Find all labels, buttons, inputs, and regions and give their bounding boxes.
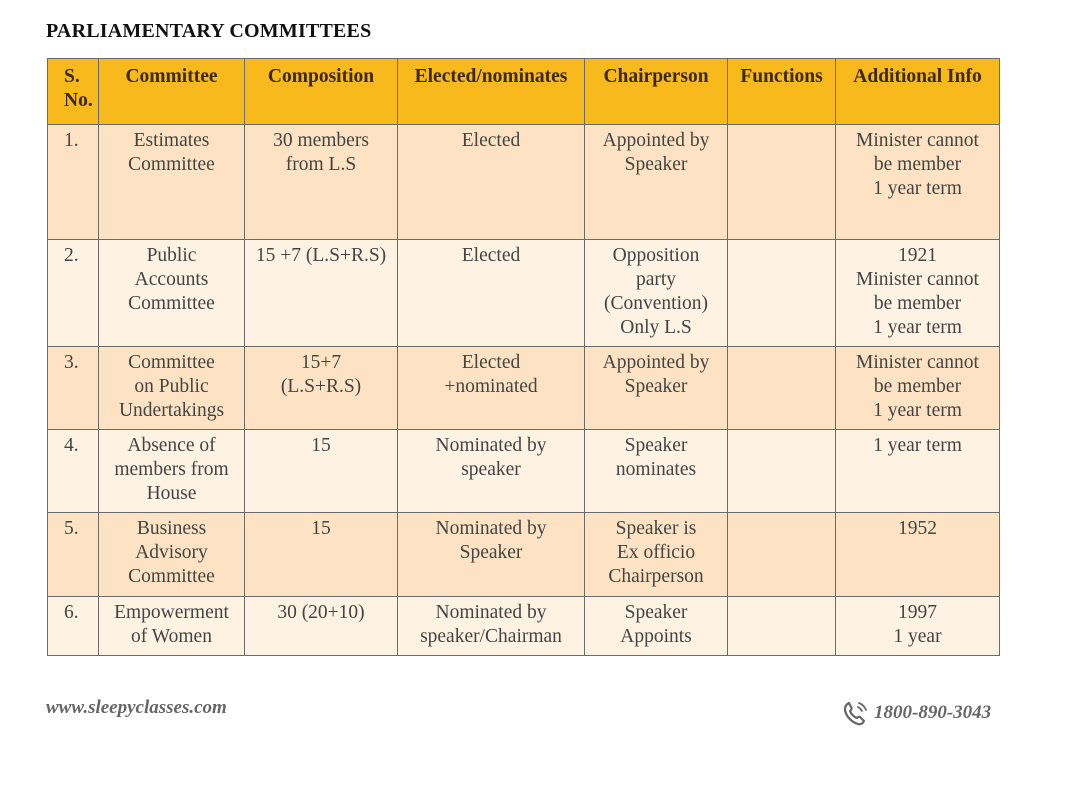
cell-line: Appoints <box>620 626 692 647</box>
cell-line: Minister cannot <box>856 269 979 290</box>
header-sno: S. No. <box>48 59 99 125</box>
cell-sno: 6. <box>48 597 99 656</box>
cell-composition <box>245 513 398 597</box>
cell-chairperson <box>585 347 728 430</box>
cell-chairperson <box>585 513 728 597</box>
cell-composition <box>245 597 398 656</box>
cell-functions <box>728 430 836 513</box>
cell-additional-info <box>836 430 1000 513</box>
cell-line: 15+7 <box>300 352 342 373</box>
cell-committee <box>99 240 245 347</box>
cell-line: Elected <box>461 352 521 373</box>
cell-line: be member <box>873 293 962 314</box>
cell-functions <box>728 125 836 240</box>
footer-website[interactable]: www.sleepyclasses.com <box>46 697 227 718</box>
cell-line: Speaker <box>459 542 523 563</box>
cell-elected-nominates <box>398 513 585 597</box>
cell-functions <box>728 240 836 347</box>
cell-functions <box>728 347 836 430</box>
cell-line: Estimates <box>133 130 210 151</box>
cell-committee <box>99 347 245 430</box>
table-row <box>48 125 1000 240</box>
cell-line: Opposition <box>612 245 700 266</box>
cell-additional-info <box>836 513 1000 597</box>
cell-line: 15 <box>311 435 331 456</box>
cell-line: 1 year term <box>873 317 962 338</box>
table-row <box>48 240 1000 347</box>
cell-line: 1952 <box>898 518 937 539</box>
cell-line: 1 year term <box>873 400 962 421</box>
cell-chairperson <box>585 430 728 513</box>
cell-line: members from <box>114 459 229 480</box>
cell-line: 1 year term <box>873 178 962 199</box>
cell-composition <box>245 430 398 513</box>
table-body <box>48 125 1000 656</box>
cell-chairperson <box>585 240 728 347</box>
cell-line: Nominated by <box>435 435 547 456</box>
cell-line: (Convention) <box>604 293 708 314</box>
cell-line: of Women <box>131 626 212 647</box>
cell-line: 15 <box>311 518 331 539</box>
cell-line: 1 year term <box>873 435 962 456</box>
cell-line: Advisory <box>135 542 208 563</box>
cell-line: Appointed by <box>602 130 710 151</box>
cell-sno: 5. <box>48 513 99 597</box>
cell-line: 1 year <box>893 626 942 647</box>
cell-line: Absence of <box>127 435 216 456</box>
header-chairperson: Chairperson <box>585 59 728 125</box>
cell-functions <box>728 513 836 597</box>
cell-line: Nominated by <box>435 602 547 623</box>
cell-additional-info <box>836 347 1000 430</box>
cell-composition <box>245 240 398 347</box>
cell-additional-info <box>836 125 1000 240</box>
cell-sno: 3. <box>48 347 99 430</box>
cell-line: on Public <box>134 376 209 397</box>
cell-line: Business <box>136 518 207 539</box>
cell-line: 30 (20+10) <box>277 602 365 623</box>
cell-line: +nominated <box>444 376 538 397</box>
cell-line: Committee <box>128 154 215 175</box>
cell-line: speaker/Chairman <box>420 626 562 647</box>
cell-line: Undertakings <box>118 400 225 421</box>
cell-line: be member <box>873 154 962 175</box>
page-title: PARLIAMENTARY COMMITTEES <box>46 20 372 42</box>
cell-line: Chairperson <box>608 566 704 587</box>
cell-line: House <box>146 483 197 504</box>
cell-line: Speaker is <box>615 518 697 539</box>
cell-line: Speaker <box>624 602 688 623</box>
cell-line: party <box>635 269 677 290</box>
cell-chairperson <box>585 125 728 240</box>
cell-sno: 1. <box>48 125 99 240</box>
cell-line: Nominated by <box>435 518 547 539</box>
cell-committee <box>99 125 245 240</box>
cell-line: be member <box>873 376 962 397</box>
cell-line: Public <box>146 245 197 266</box>
cell-line: Elected <box>461 245 521 266</box>
cell-line: Committee <box>128 293 215 314</box>
cell-chairperson <box>585 597 728 656</box>
header-elected: Elected/nominates <box>398 59 585 125</box>
cell-line: Ex officio <box>616 542 696 563</box>
cell-sno: 4. <box>48 430 99 513</box>
cell-functions <box>728 597 836 656</box>
cell-sno: 2. <box>48 240 99 347</box>
cell-line: Empowerment <box>114 602 229 623</box>
header-additional-info: Additional Info <box>836 59 1000 125</box>
cell-committee <box>99 430 245 513</box>
committees-table <box>47 58 1000 656</box>
header-functions: Functions <box>728 59 836 125</box>
cell-committee <box>99 513 245 597</box>
cell-line: nominates <box>615 459 697 480</box>
table-row <box>48 513 1000 597</box>
cell-elected-nominates <box>398 240 585 347</box>
cell-line: Minister cannot <box>856 130 979 151</box>
cell-elected-nominates <box>398 347 585 430</box>
cell-line: 30 members <box>273 130 369 151</box>
cell-additional-info <box>836 597 1000 656</box>
cell-line: 15 +7 (L.S+R.S) <box>255 245 387 266</box>
cell-elected-nominates <box>398 597 585 656</box>
cell-line: Speaker <box>624 376 688 397</box>
cell-line: Committee <box>128 352 215 373</box>
cell-line: 1997 <box>898 602 937 623</box>
header-composition: Composition <box>245 59 398 125</box>
cell-composition <box>245 347 398 430</box>
cell-elected-nominates <box>398 125 585 240</box>
phone-icon <box>842 699 868 727</box>
cell-composition <box>245 125 398 240</box>
cell-line: Appointed by <box>602 352 710 373</box>
cell-line: Minister cannot <box>856 352 979 373</box>
table-row <box>48 430 1000 513</box>
phone-number: 1800-890-3043 <box>874 702 992 723</box>
table-header-row <box>48 59 1000 125</box>
cell-additional-info <box>836 240 1000 347</box>
cell-line: speaker <box>461 459 521 480</box>
header-committee: Committee <box>99 59 245 125</box>
table-row <box>48 597 1000 656</box>
cell-line: Only L.S <box>620 317 692 338</box>
cell-line: Accounts <box>134 269 209 290</box>
cell-committee <box>99 597 245 656</box>
footer-phone[interactable] <box>842 699 991 727</box>
cell-line: Committee <box>128 566 215 587</box>
table-row <box>48 347 1000 430</box>
cell-elected-nominates <box>398 430 585 513</box>
cell-line: Speaker <box>624 435 688 456</box>
cell-line: Speaker <box>624 154 688 175</box>
cell-line: from L.S <box>285 154 357 175</box>
cell-line: Elected <box>461 130 521 151</box>
cell-line: (L.S+R.S) <box>280 376 362 397</box>
cell-line: 1921 <box>898 245 937 266</box>
